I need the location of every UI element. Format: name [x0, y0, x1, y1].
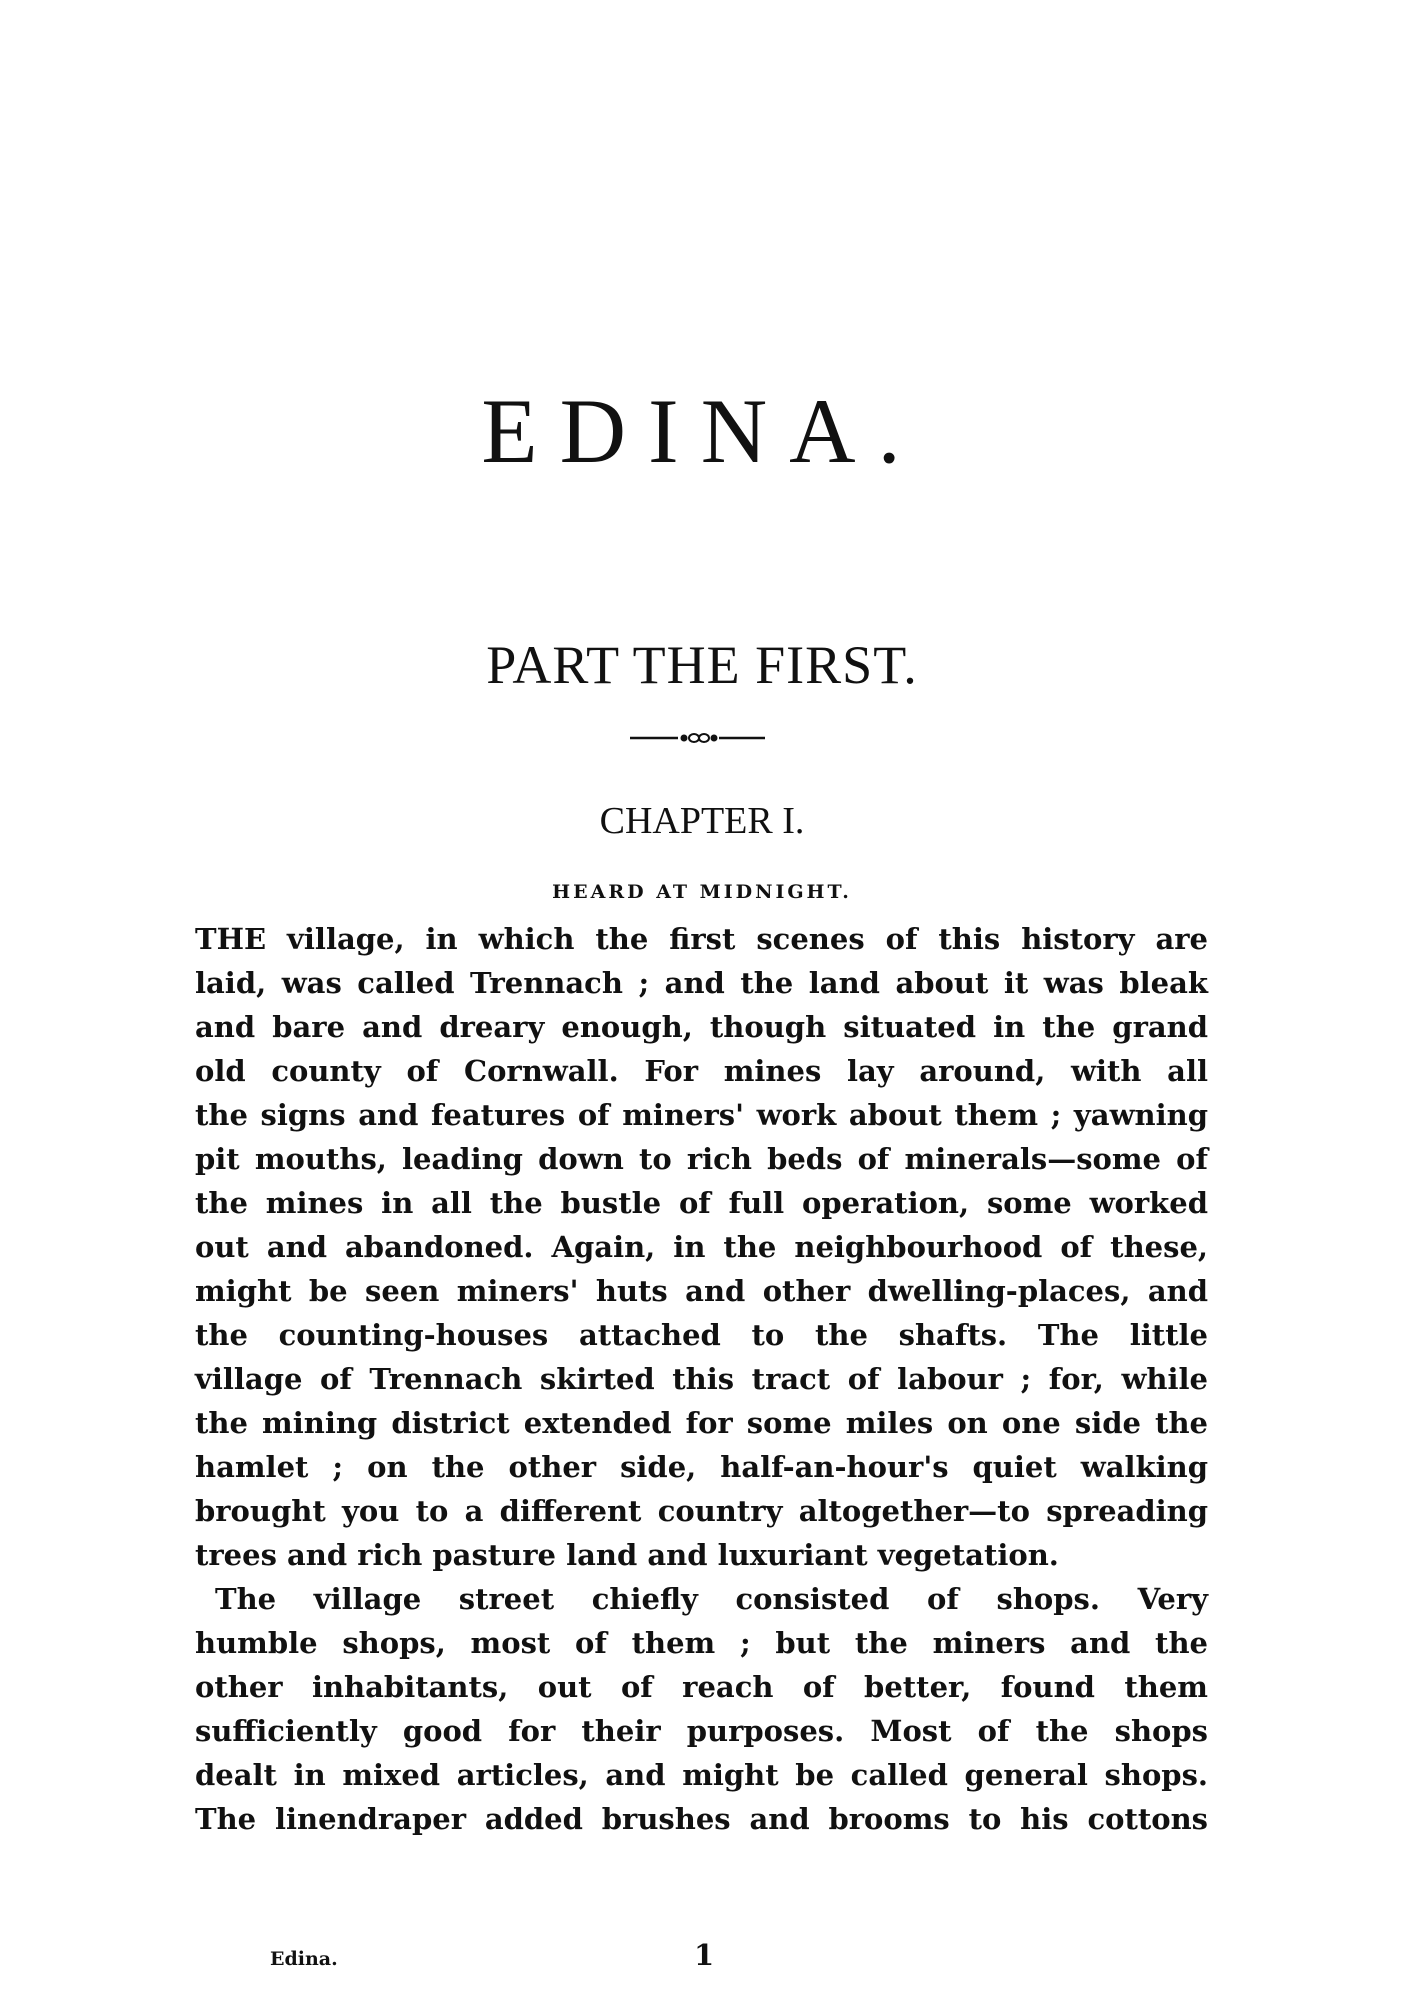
dash-ornament-icon — [630, 730, 765, 746]
signature-mark: Edina. — [270, 1948, 338, 1970]
text-line: village of Trennach skirted this tract of labour ; for, while — [195, 1362, 1208, 1396]
text-line: hamlet ; on the other side, half-an-hour's quiet walking — [195, 1450, 1208, 1484]
book-title: EDINA. — [481, 380, 923, 482]
text-line: brought you to a different country altogether—to spreading — [195, 1494, 1208, 1528]
text-line: laid, was called Trennach ; and the land about it was bleak — [195, 966, 1208, 1000]
text-line: pit mouths, leading down to rich beds of minerals—some of — [195, 1142, 1208, 1176]
text-line: old county of Cornwall. For mines lay around, with all — [195, 1054, 1208, 1088]
text-line: humble shops, most of them ; but the miners and the — [195, 1626, 1208, 1660]
body-text — [195, 917, 1208, 1841]
paragraph — [195, 917, 1208, 1577]
text-line: the counting-houses attached to the shafts. The little — [195, 1318, 1208, 1352]
text-line: other inhabitants, out of reach of better, found them — [195, 1670, 1208, 1704]
text-line: dealt in mixed articles, and might be called general shops. — [195, 1758, 1208, 1792]
part-title: PART THE FIRST. — [486, 635, 918, 695]
text-line: the mines in all the bustle of full operation, some worked — [195, 1186, 1208, 1220]
text-line: trees and rich pasture land and luxuriant vegetation. — [195, 1538, 1059, 1572]
text-line: and bare and dreary enough, though situated in the grand — [195, 1010, 1208, 1044]
text-line: might be seen miners' huts and other dwelling-places, and — [195, 1274, 1208, 1308]
text-line: The linendraper added brushes and brooms to his cottons — [195, 1802, 1208, 1836]
text-line: THE village, in which the first scenes of this history are — [195, 922, 1208, 956]
text-line: out and abandoned. Again, in the neighbourhood of these, — [195, 1230, 1208, 1264]
text-line: sufficiently good for their purposes. Most of the shops — [195, 1714, 1208, 1748]
chapter-subtitle: HEARD AT MIDNIGHT. — [552, 881, 852, 903]
text-line: the signs and features of miners' work about them ; yawning — [195, 1098, 1208, 1132]
paragraph — [195, 1577, 1208, 1841]
text-line: The village street chiefly consisted of shops. Very — [215, 1582, 1208, 1616]
text-line: the mining district extended for some miles on one side the — [195, 1406, 1208, 1440]
chapter-title: CHAPTER I. — [599, 800, 805, 842]
page-number: 1 — [694, 1938, 715, 1972]
